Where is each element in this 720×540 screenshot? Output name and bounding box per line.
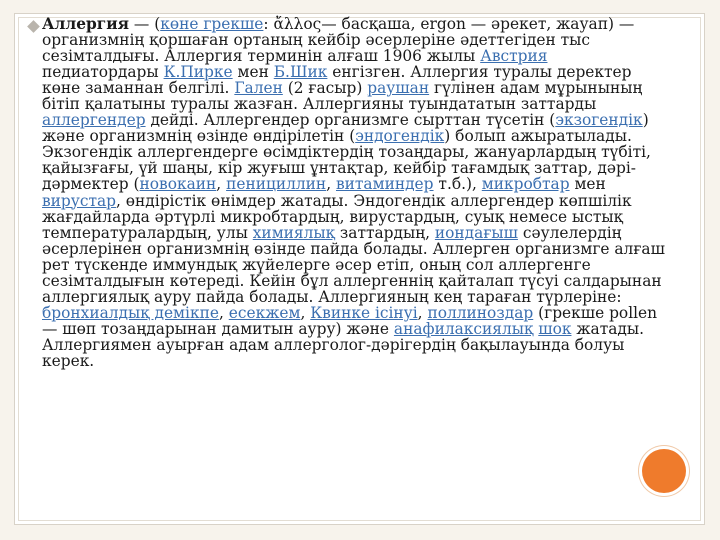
- text-run: мен: [232, 63, 274, 82]
- text-run: ,: [216, 175, 227, 194]
- text-run: енгізген. Аллергия туралы деректер көне заманнан белгілі.: [42, 63, 632, 98]
- link-ekzogendik[interactable]: экзогендік: [555, 111, 643, 130]
- text-run: — (: [129, 15, 161, 33]
- link-mikrobtar[interactable]: микробтар: [481, 175, 570, 194]
- link-kvinke-isinui[interactable]: Квинке ісінуі: [310, 303, 418, 322]
- link-novokain[interactable]: новокаин: [139, 175, 217, 194]
- link-avstriya[interactable]: Австрия: [480, 47, 548, 66]
- link-pollinozdar[interactable]: поллиноздар: [427, 303, 534, 322]
- link-penicillin[interactable]: пенициллин: [226, 175, 327, 194]
- text-run: ,: [300, 303, 311, 322]
- text-run: заттардың,: [334, 223, 435, 242]
- link-himiyalyk[interactable]: химиялық: [252, 223, 335, 242]
- link-iondagysh[interactable]: иондағыш: [434, 223, 518, 242]
- link-galen[interactable]: Гален: [234, 79, 283, 98]
- text-run: сәулелердің әсерлерінен организмнің өзінде пайда болады. Аллерген организмге алғаш рет түскенде иммундық жүйелерге әсер етіп, оның сол аллергенге сезімталдығын көтереді. Кейін бұл аллергеннің қайталап түсуі салдарынан аллергиялық ауру пайда болады. Аллергияның кең тараған түрлеріне:: [42, 223, 665, 306]
- text-run: (грекше pollen — шөп тозаңдарынан дамитын ауру) және: [42, 303, 658, 338]
- text-run: ,: [326, 175, 336, 194]
- text-run: т.б.),: [433, 175, 482, 194]
- text-run: (2 ғасыр): [282, 79, 368, 98]
- link-shok[interactable]: шок: [538, 319, 572, 338]
- term-heading: Аллергия: [42, 15, 130, 33]
- text-run: ,: [417, 303, 428, 322]
- text-run: : ἄλλος— басқаша, ergon — әрекет, жауап) — организмнің қоршаған ортаның кейбір әсерлеріне әдеттегіден тыс сезімталдығы. Аллергия терминін алғаш 1906 жылы: [42, 15, 635, 66]
- link-kone-grekshe[interactable]: көне грекше: [160, 15, 264, 33]
- text-run: , өндірістік өнімдер жатады. Эндогендік аллергендер көпшілік жағдайларда әртүрлі микробтардың, вирустардың, суық немесе ыстық температуралардың, улы: [42, 191, 632, 242]
- text-run: ) болып ажыратылады. Экзогендік аллергендерге өсімдіктердің тозаңдары, жануарлардың түбіті, қайызғағы, үй шаңы, кір жуғыш ұнтақтар, кейбір тағамдық заттар, дәрі-дәрмектер (: [42, 127, 651, 194]
- text-run: дейді. Аллергендер организмге сырттан түсетін (: [145, 111, 556, 130]
- text-run: педиатордары: [42, 63, 164, 82]
- text-run: мен: [569, 175, 606, 194]
- link-shik[interactable]: Б.Шик: [273, 63, 328, 82]
- link-endogendik[interactable]: эндогендік: [355, 127, 445, 146]
- link-allergender[interactable]: аллергендер: [42, 111, 146, 130]
- link-virustar[interactable]: вирустар: [42, 191, 116, 210]
- text-run: ,: [218, 303, 229, 322]
- orange-circle-icon: [642, 449, 686, 493]
- link-raushan[interactable]: раушан: [367, 79, 430, 98]
- text-run: гүлінен адам мұрынының бітіп қалатыны туралы жазған. Аллергияны туындататын заттарды: [42, 79, 643, 114]
- link-anafilaksiyalyk[interactable]: анафилаксиялық: [393, 319, 534, 338]
- link-bronhialdyk-demikpe[interactable]: бронхиалдық демікпе: [42, 303, 219, 322]
- text-run: жатады. Аллергиямен ауырған адам аллерголог-дәрігердің бақылауында болуы керек.: [42, 319, 645, 370]
- link-pirke[interactable]: К.Пирке: [163, 63, 233, 82]
- body-paragraph: [42, 16, 667, 369]
- text-run: ) және организмнің өзінде өндірілетін (: [42, 111, 649, 146]
- link-esekzhem[interactable]: есекжем: [228, 303, 301, 322]
- link-vitaminder[interactable]: витаминдер: [335, 175, 434, 194]
